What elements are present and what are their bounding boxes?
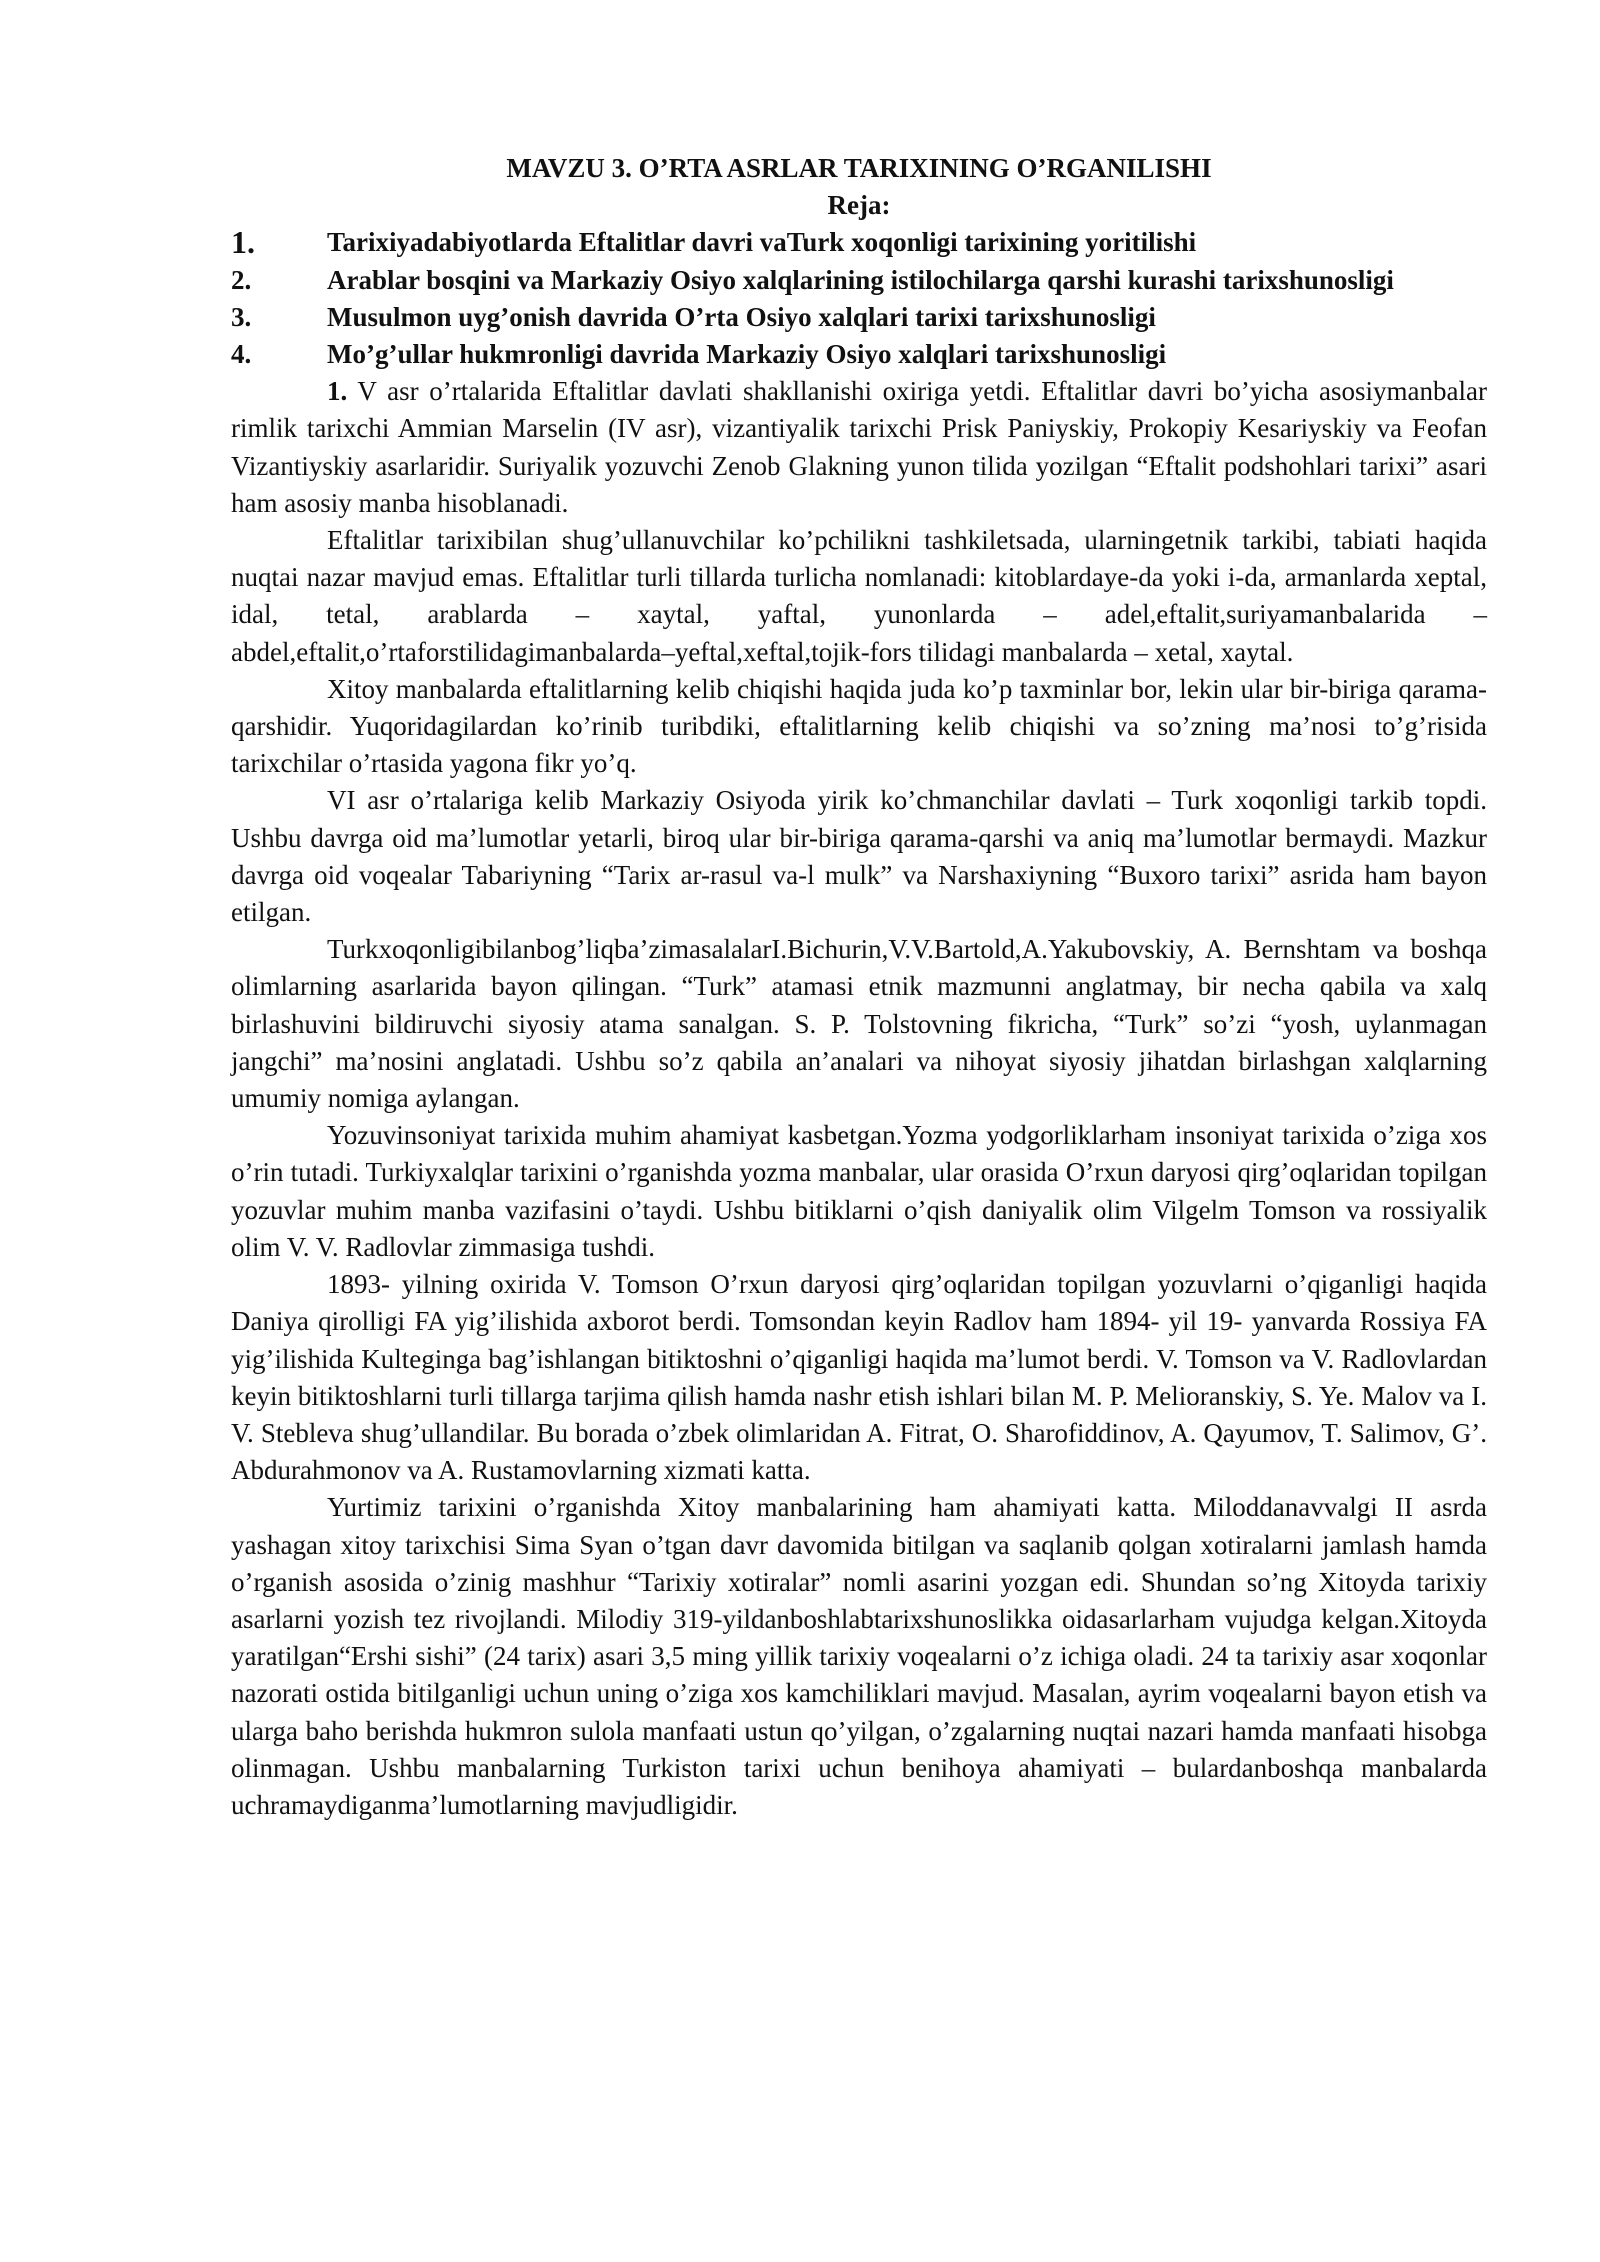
- paragraph-text: VI asr o’rtalariga kelib Markaziy Osiyoda yirik ko’chmanchilar davlati – Turk xoqonligi tarkib topdi. Ushbu davrga oid ma’lumotlar yetarli, biroq ular bir-biriga qarama-qarshi va aniq ma’lumotlar bermaydi. Mazkur davrga oid voqealar Tabariyning “Tarix ar-rasul va-l mulk” va Narshaxiyning “Buxoro tarixi” asrida ham bayon etilgan.: [231, 785, 1487, 928]
- body-paragraph: [231, 782, 1487, 931]
- plan-item: [231, 299, 1487, 336]
- paragraph-text: 1893- yilning oxirida V. Tomson O’rxun daryosi qirg’oqlaridan topilgan yozuvlarni o’qiganligi haqida Daniya qirolligi FA yig’ilishida axborot berdi. Tomsondan keyin Radlov ham 1894- yil 19- yanvarda Rossiya FA yig’ilishida Kulteginga bag’ishlangan bitiktoshni o’qiganligi haqida ma’lumot berdi. V. Tomson va V. Radlovlardan keyin bitiktoshlarni turli tillarga tarjima qilish hamda nashr etish ishlari bilan M. P. Melioranskiy, S. Ye. Malov va I. V. Stebleva shug’ullandilar. Bu borada o’zbek olimlaridan A. Fitrat, O. Sharofiddinov, A. Qayumov, T. Salimov, G’. Abdurahmonov va A. Rustamovlarning xizmati katta.: [231, 1269, 1487, 1486]
- plan-item: [231, 224, 1487, 261]
- body-paragraph: [231, 522, 1487, 671]
- body-paragraph: [231, 1266, 1487, 1489]
- body-paragraph: [231, 671, 1487, 783]
- document-title: MAVZU 3. O’RTA ASRLAR TARIXINING O’RGANILISHI: [506, 153, 1212, 183]
- paragraph-text: Turkxoqonligibilanbog’liqba’zimasalalarI.Bichurin,V.V.Bartold,A.Yakubovskiy, A. Bernshtam va boshqa olimlarning asarlarida bayon qilingan. “Turk” atamasi etnik mazmunni anglatmay, bir necha qabila va xalq birlashuvini bildiruvchi siyosiy atama sanalgan. S. P. Tolstovning fikricha, “Turk” so’zi “yosh, uylanmagan jangchi” ma’nosini anglatadi. Ushbu so’z qabila an’analari va nihoyat siyosiy jihatdan birlashgan xalqlarning umumiy nomiga aylangan.: [231, 934, 1487, 1114]
- paragraph-text: Xitoy manbalarda eftalitlarning kelib chiqishi haqida juda ko’p taxminlar bor, lekin ular bir-biriga qarama-qarshidir. Yuqoridagilardan ko’rinib turibdiki, eftalitlarning kelib chiqishi va so’zning ma’nosi to’g’risida tarixchilar o’rtasida yagona fikr yo’q.: [231, 673, 1487, 779]
- body-paragraph: [231, 931, 1487, 1117]
- plan-item-text: Arablar bosqini va Markaziy Osiyo xalqlarining istilochilarga qarshi kurashi tarixshunosligi: [327, 264, 1394, 295]
- body-paragraph: [231, 373, 1487, 522]
- paragraph-lead-number: 1.: [327, 376, 348, 407]
- body-paragraph: [231, 1117, 1487, 1266]
- plan-item-text: Musulmon uyg’onish davrida O’rta Osiyo xalqlari tarixi tarixshunosligi: [327, 301, 1156, 332]
- plan-item-text: Mo’g’ullar hukmronligi davrida Markaziy Osiyo xalqlari tarixshunosligi: [327, 339, 1167, 370]
- document-page: [231, 150, 1487, 1824]
- plan-heading: Reja:: [827, 190, 891, 221]
- plan-item-text: Tarixiyadabiyotlarda Eftalitlar davri vaTurk xoqonligi tarixining yoritilishi: [327, 227, 1197, 258]
- paragraph-text: Yozuvinsoniyat tarixida muhim ahamiyat kasbetgan.Yozma yodgorliklarham insoniyat tarixida o’ziga xos o’rin tutadi. Turkiyxalqlar tarixini o’rganishda yozma manbalar, ular orasida O’rxun daryosi qirg’oqlaridan topilgan yozuvlar muhim manba vazifasini o’taydi. Ushbu bitiklarni o’qish daniyalik olim Vilgelm Tomson va rossiyalik olim V. V. Radlovlar zimmasiga tushdi.: [231, 1120, 1487, 1262]
- plan-item: [231, 262, 1487, 299]
- plan-item-number: 1.: [231, 224, 255, 261]
- paragraph-text: Yurtimiz tarixini o’rganishda Xitoy manbalarining ham ahamiyati katta. Miloddanavvalgi II asrda yashagan xitoy tarixchisi Sima Syan o’tgan davr davomida bitilgan va saqlanib qolgan xotiralarni jamlash hamda o’rganish asosida o’zinig mashhur “Tarixiy xotiralar” nomli asarini yozgan edi. Shundan so’ng Xitoyda tarixiy asarlarni yozish tez rivojlandi. Milodiy 319-yildanboshlabtarixshunoslikka oidasarlarham vujudga kelgan.Xitoyda yaratilgan“Ershi sishi” (24 tarix) asari 3,5 ming yillik tarixiy voqealarni o’z ichiga oladi. 24 ta tarixiy asar xoqonlar nazorati ostida bitilganligi uchun uning o’ziga xos kamchiliklari mavjud. Masalan, ayrim voqealarni bayon etish va ularga baho berishda hukmron sulola manfaati ustun qo’yilgan, o’zgalarning nuqtai nazari hamda manfaati hisobga olinmagan. Ushbu manbalarning Turkiston tarixi uchun benihoya ahamiyati – bulardanboshqa manbalarda uchramaydiganma’lumotlarning mavjudligidir.: [231, 1492, 1487, 1820]
- plan-list: [231, 224, 1487, 373]
- paragraph-text: Eftalitlar tarixibilan shug’ullanuvchilar ko’pchilikni tashkiletsada, ularningetnik tarkibi, tabiati haqida nuqtai nazar mavjud emas. Eftalitlar turli tillarda turlicha nomlanadi: kitoblardaye-da yoki i-da, armanlarda xeptal, idal, tetal, arablarda – xaytal, yaftal, yunonlarda – adel,eftalit,suriyamanbalarida –abdel,eftalit,o’rtaforstilidagimanbalarda–yeftal,xeftal,tojik-fors tilidagi manbalarda – xetal, xaytal.: [231, 525, 1487, 667]
- plan-item-number: 3.: [231, 301, 252, 332]
- plan-item: [231, 336, 1487, 373]
- body-paragraph: [231, 1489, 1487, 1824]
- plan-item-number: 4.: [231, 339, 252, 370]
- plan-item-number: 2.: [231, 264, 252, 295]
- paragraph-text: V asr o’rtalarida Eftalitlar davlati shakllanishi oxiriga yetdi. Eftalitlar davri bo’yicha asosiymanbalar rimlik tarixchi Ammian Marselin (IV asr), vizantiyalik tarixchi Prisk Paniyskiy, Prokopiy Kesariyskiy va Feofan Vizantiyskiy asarlaridir. Suriyalik yozuvchi Zenob Glakning yunon tilida yozilgan “Eftalit podshohlari tarixi” asari ham asosiy manba hisoblanadi.: [231, 376, 1487, 518]
